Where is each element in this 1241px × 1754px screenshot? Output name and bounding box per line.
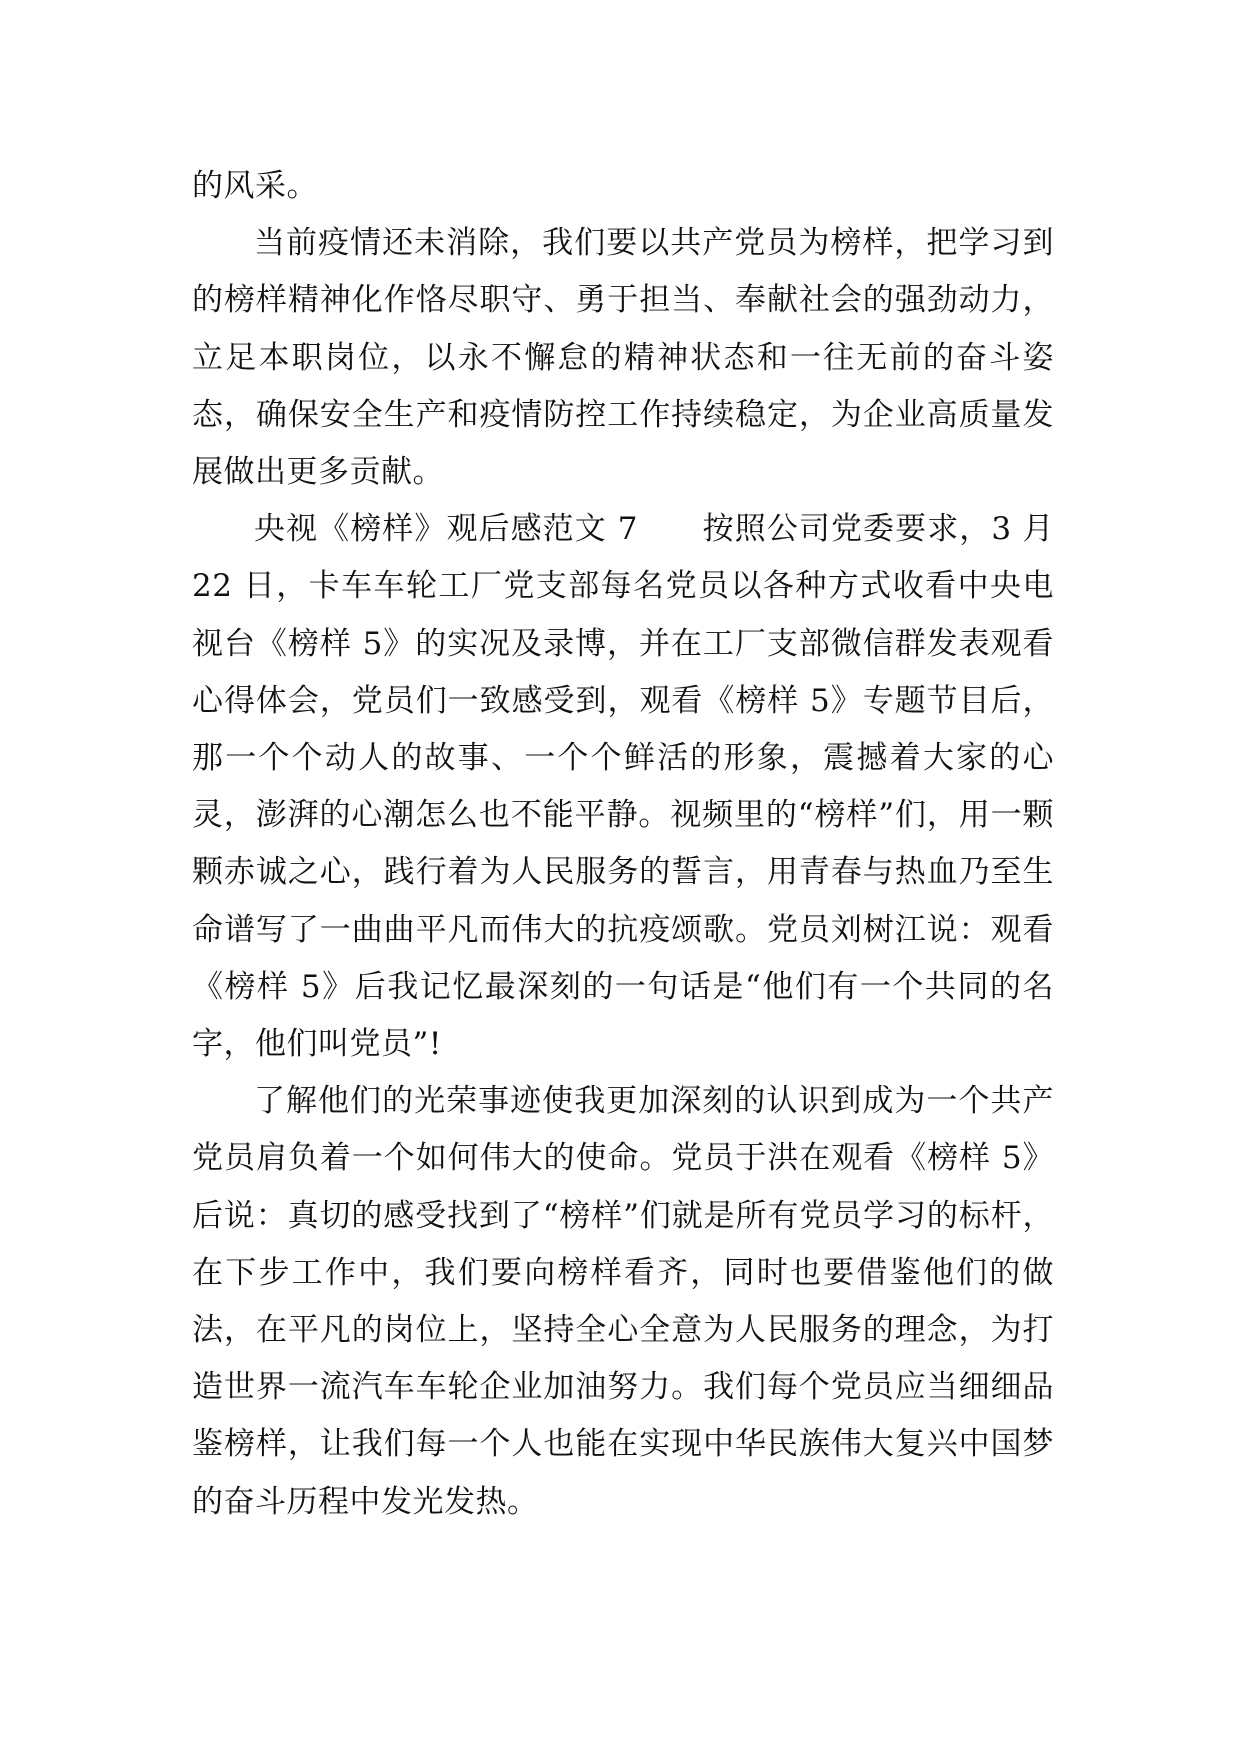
paragraph: 了解他们的光荣事迹使我更加深刻的认识到成为一个共产党员肩负着一个如何伟大的使命。党员于洪在观看《榜样 5》后说：真切的感受找到了“榜样”们就是所有党员学习的标杆，在下步工作中，我们要向榜样看齐，同时也要借鉴他们的做法，在平凡的岗位上，坚持全心全意为人民服务的理念，为打造世界一流汽车车轮企业加油努力。我们每个党员应当细细品鉴榜样，让我们每一个人也能在实现中华民族伟大复兴中国梦的奋斗历程中发光发热。	[192, 1083, 1054, 1520]
paragraph-continuation: 的风采。	[192, 168, 318, 204]
document-body	[192, 158, 1054, 1531]
paragraph: 央视《榜样》观后感范文 7 按照公司党委要求，3 月 22 日，卡车车轮工厂党支部每名党员以各种方式收看中央电视台《榜样 5》的实况及录博，并在工厂支部微信群发表观看心得体会，党员们一致感受到，观看《榜样 5》专题节目后，那一个个动人的故事、一个个鲜活的形象，震撼着大家的心灵，澎湃的心潮怎么也不能平静。视频里的“榜样”们，用一颗颗赤诚之心，践行着为人民服务的誓言，用青春与热血乃至生命谱写了一曲曲平凡而伟大的抗疫颂歌。党员刘树江说：观看《榜样 5》后我记忆最深刻的一句话是“他们有一个共同的名字，他们叫党员”!	[192, 511, 1054, 1063]
paragraph: 当前疫情还未消除，我们要以共产党员为榜样，把学习到的榜样精神化作恪尽职守、勇于担当、奉献社会的强劲动力，立足本职岗位，以永不懈怠的精神状态和一往无前的奋斗姿态，确保安全生产和疫情防控工作持续稳定，为企业高质量发展做出更多贡献。	[192, 225, 1054, 491]
